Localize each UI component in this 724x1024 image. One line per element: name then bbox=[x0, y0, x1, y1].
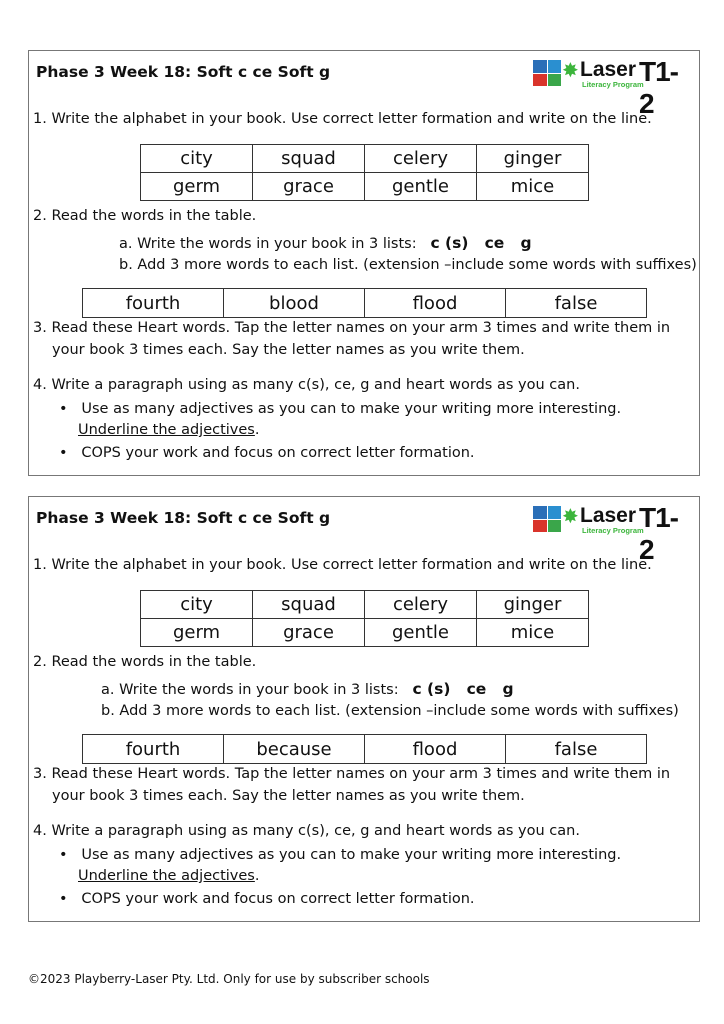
word-table-row bbox=[141, 173, 589, 201]
logo-block bbox=[548, 506, 562, 519]
bullet-2 bbox=[59, 891, 475, 907]
instruction-2a bbox=[119, 234, 532, 252]
logo-block bbox=[548, 520, 562, 533]
word-table-row bbox=[141, 591, 589, 619]
heart-words-row bbox=[83, 735, 647, 764]
bullet-1 bbox=[59, 847, 621, 863]
heart-word-cell: false bbox=[506, 289, 647, 318]
period: . bbox=[254, 422, 260, 438]
heart-words-table bbox=[82, 288, 647, 318]
heart-word-cell: because bbox=[224, 735, 365, 764]
word-cell: celery bbox=[365, 591, 477, 619]
bullet-1-cont bbox=[78, 868, 259, 884]
bullet-2 bbox=[59, 445, 475, 461]
instruction-2b: b. Add 3 more words to each list. (extension –include some words with suffixes) bbox=[119, 257, 697, 273]
worksheet-title: Phase 3 Week 18: Soft c ce Soft g bbox=[36, 509, 331, 527]
instruction-2a-text: a. Write the words in your book in 3 lists: bbox=[119, 236, 417, 252]
word-cell: germ bbox=[141, 173, 253, 201]
logo-name: Laser bbox=[580, 58, 637, 81]
logo-block bbox=[533, 520, 547, 533]
worksheet-panel bbox=[28, 50, 700, 476]
laser-logo bbox=[533, 502, 691, 565]
bullet-icon: • bbox=[59, 401, 68, 417]
playberry-blocks-icon bbox=[533, 506, 561, 532]
logo-name: Laser bbox=[580, 504, 637, 527]
word-cell: gentle bbox=[365, 619, 477, 647]
word-table bbox=[140, 590, 589, 647]
starburst-icon: ✸ bbox=[562, 58, 579, 82]
word-cell: city bbox=[141, 145, 253, 173]
word-cell: mice bbox=[477, 173, 589, 201]
instruction-3-line1: 3. Read these Heart words. Tap the letter names on your arm 3 times and write them in bbox=[33, 766, 671, 782]
instruction-2b: b. Add 3 more words to each list. (extension –include some words with suffixes) bbox=[101, 703, 679, 719]
logo-level: T1-2 bbox=[639, 502, 678, 565]
logo-block bbox=[533, 506, 547, 519]
underlined-text: Underline the adjectives bbox=[78, 422, 255, 438]
instruction-2: 2. Read the words in the table. bbox=[33, 208, 257, 224]
worksheet-panel bbox=[28, 496, 700, 922]
instruction-4: 4. Write a paragraph using as many c(s), ce, g and heart words as you can. bbox=[33, 823, 580, 839]
list-headings: c (s) ce g bbox=[412, 680, 514, 698]
bullet-icon: • bbox=[59, 847, 68, 863]
heart-words-row bbox=[83, 289, 647, 318]
bullet-1-cont bbox=[78, 422, 259, 438]
heart-word-cell: flood bbox=[365, 289, 506, 318]
logo-block bbox=[548, 74, 562, 87]
heart-word-cell: fourth bbox=[83, 735, 224, 764]
instruction-3-line1: 3. Read these Heart words. Tap the letter names on your arm 3 times and write them in bbox=[33, 320, 671, 336]
word-table-row bbox=[141, 619, 589, 647]
word-cell: grace bbox=[253, 619, 365, 647]
logo-block bbox=[533, 74, 547, 87]
instruction-2a-text: a. Write the words in your book in 3 lists: bbox=[101, 682, 399, 698]
heart-word-cell: fourth bbox=[83, 289, 224, 318]
instruction-4: 4. Write a paragraph using as many c(s), ce, g and heart words as you can. bbox=[33, 377, 580, 393]
instruction-3-line2: your book 3 times each. Say the letter names as you write them. bbox=[52, 342, 525, 358]
instruction-1: 1. Write the alphabet in your book. Use correct letter formation and write on the line. bbox=[33, 557, 652, 573]
bullet-1-text: Use as many adjectives as you can to make your writing more interesting. bbox=[81, 401, 622, 417]
word-cell: ginger bbox=[477, 591, 589, 619]
word-cell: ginger bbox=[477, 145, 589, 173]
bullet-2-text: COPS your work and focus on correct letter formation. bbox=[81, 445, 475, 461]
logo-tagline: Literacy Program bbox=[582, 80, 644, 89]
word-cell: grace bbox=[253, 173, 365, 201]
word-table-row bbox=[141, 145, 589, 173]
laser-logo bbox=[533, 56, 691, 119]
word-cell: mice bbox=[477, 619, 589, 647]
heart-word-cell: false bbox=[506, 735, 647, 764]
bullet-2-text: COPS your work and focus on correct letter formation. bbox=[81, 891, 475, 907]
underlined-text: Underline the adjectives bbox=[78, 868, 255, 884]
starburst-icon: ✸ bbox=[562, 504, 579, 528]
bullet-icon: • bbox=[59, 891, 68, 907]
instruction-2: 2. Read the words in the table. bbox=[33, 654, 257, 670]
word-cell: gentle bbox=[365, 173, 477, 201]
heart-words-table bbox=[82, 734, 647, 764]
instruction-1: 1. Write the alphabet in your book. Use correct letter formation and write on the line. bbox=[33, 111, 652, 127]
heart-word-cell: flood bbox=[365, 735, 506, 764]
word-cell: celery bbox=[365, 145, 477, 173]
instruction-3-line2: your book 3 times each. Say the letter names as you write them. bbox=[52, 788, 525, 804]
word-cell: city bbox=[141, 591, 253, 619]
heart-word-cell: blood bbox=[224, 289, 365, 318]
worksheet-title: Phase 3 Week 18: Soft c ce Soft g bbox=[36, 63, 331, 81]
bullet-1 bbox=[59, 401, 621, 417]
logo-level: T1-2 bbox=[639, 56, 678, 119]
logo-tagline: Literacy Program bbox=[582, 526, 644, 535]
word-cell: germ bbox=[141, 619, 253, 647]
copyright-footer: ©2023 Playberry-Laser Pty. Ltd. Only for use by subscriber schools bbox=[28, 972, 430, 986]
word-table bbox=[140, 144, 589, 201]
instruction-2a bbox=[101, 680, 514, 698]
word-cell: squad bbox=[253, 591, 365, 619]
bullet-icon: • bbox=[59, 445, 68, 461]
logo-block bbox=[533, 60, 547, 73]
bullet-1-text: Use as many adjectives as you can to make your writing more interesting. bbox=[81, 847, 622, 863]
playberry-blocks-icon bbox=[533, 60, 561, 86]
period: . bbox=[254, 868, 260, 884]
word-cell: squad bbox=[253, 145, 365, 173]
logo-block bbox=[548, 60, 562, 73]
list-headings: c (s) ce g bbox=[430, 234, 532, 252]
